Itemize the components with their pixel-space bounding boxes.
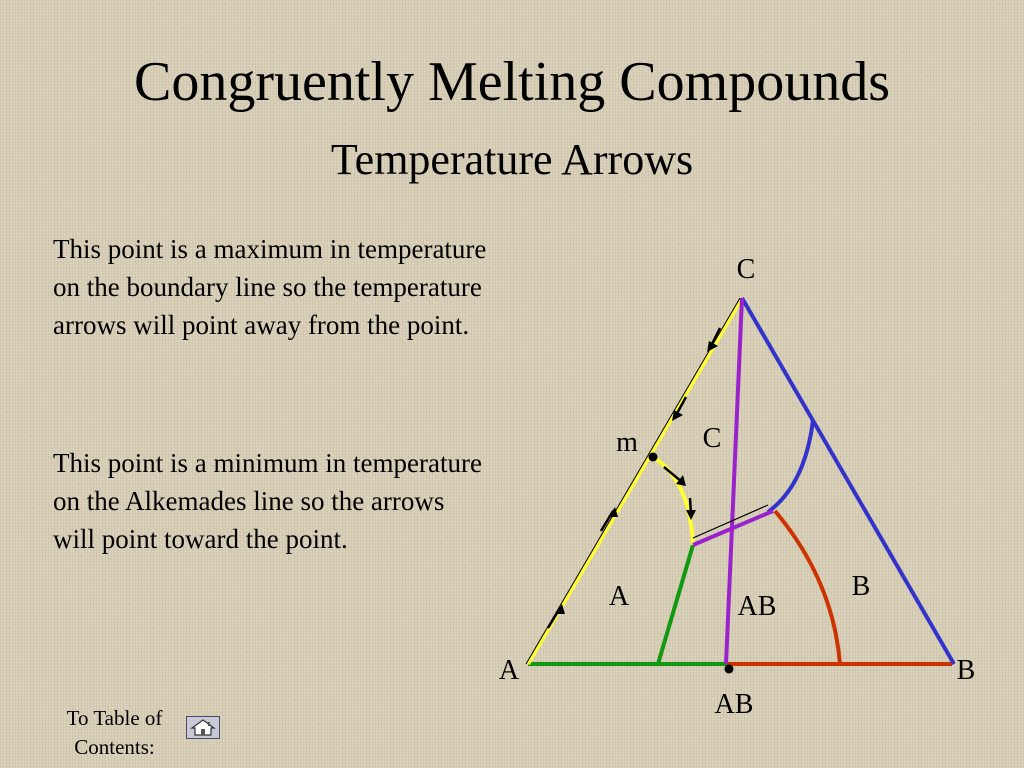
vertex-label-c: C bbox=[736, 254, 756, 285]
maximum-explanation: This point is a maximum in temperature on the boundary line so the temperature arrows will point away from the point. bbox=[53, 234, 487, 340]
table-of-contents-link[interactable]: To Table of Contents: bbox=[66, 706, 163, 759]
point-ab bbox=[725, 665, 734, 674]
field-label-a: A bbox=[608, 581, 630, 612]
boundary-a-c bbox=[653, 457, 693, 545]
minimum-explanation: This point is a minimum in temperature on the Alkemades line so the arrows will point toward the point. bbox=[53, 448, 482, 554]
field-label-c: C bbox=[702, 423, 722, 454]
arrow bbox=[664, 467, 682, 482]
point-m bbox=[649, 453, 658, 462]
boundary-a-ab bbox=[658, 545, 693, 664]
point-label-ab: AB bbox=[714, 689, 754, 720]
point-label-m: m bbox=[616, 427, 638, 458]
boundary-ab-b bbox=[775, 511, 840, 664]
boundary-b-c bbox=[768, 420, 813, 512]
vertex-label-a: A bbox=[498, 655, 520, 686]
field-label-b: B bbox=[851, 571, 871, 602]
slide-subtitle: Temperature Arrows bbox=[330, 135, 694, 184]
field-label-ab: AB bbox=[737, 591, 777, 622]
vertex-label-b: B bbox=[956, 655, 976, 686]
slide-title: Congruently Melting Compounds bbox=[134, 51, 890, 113]
